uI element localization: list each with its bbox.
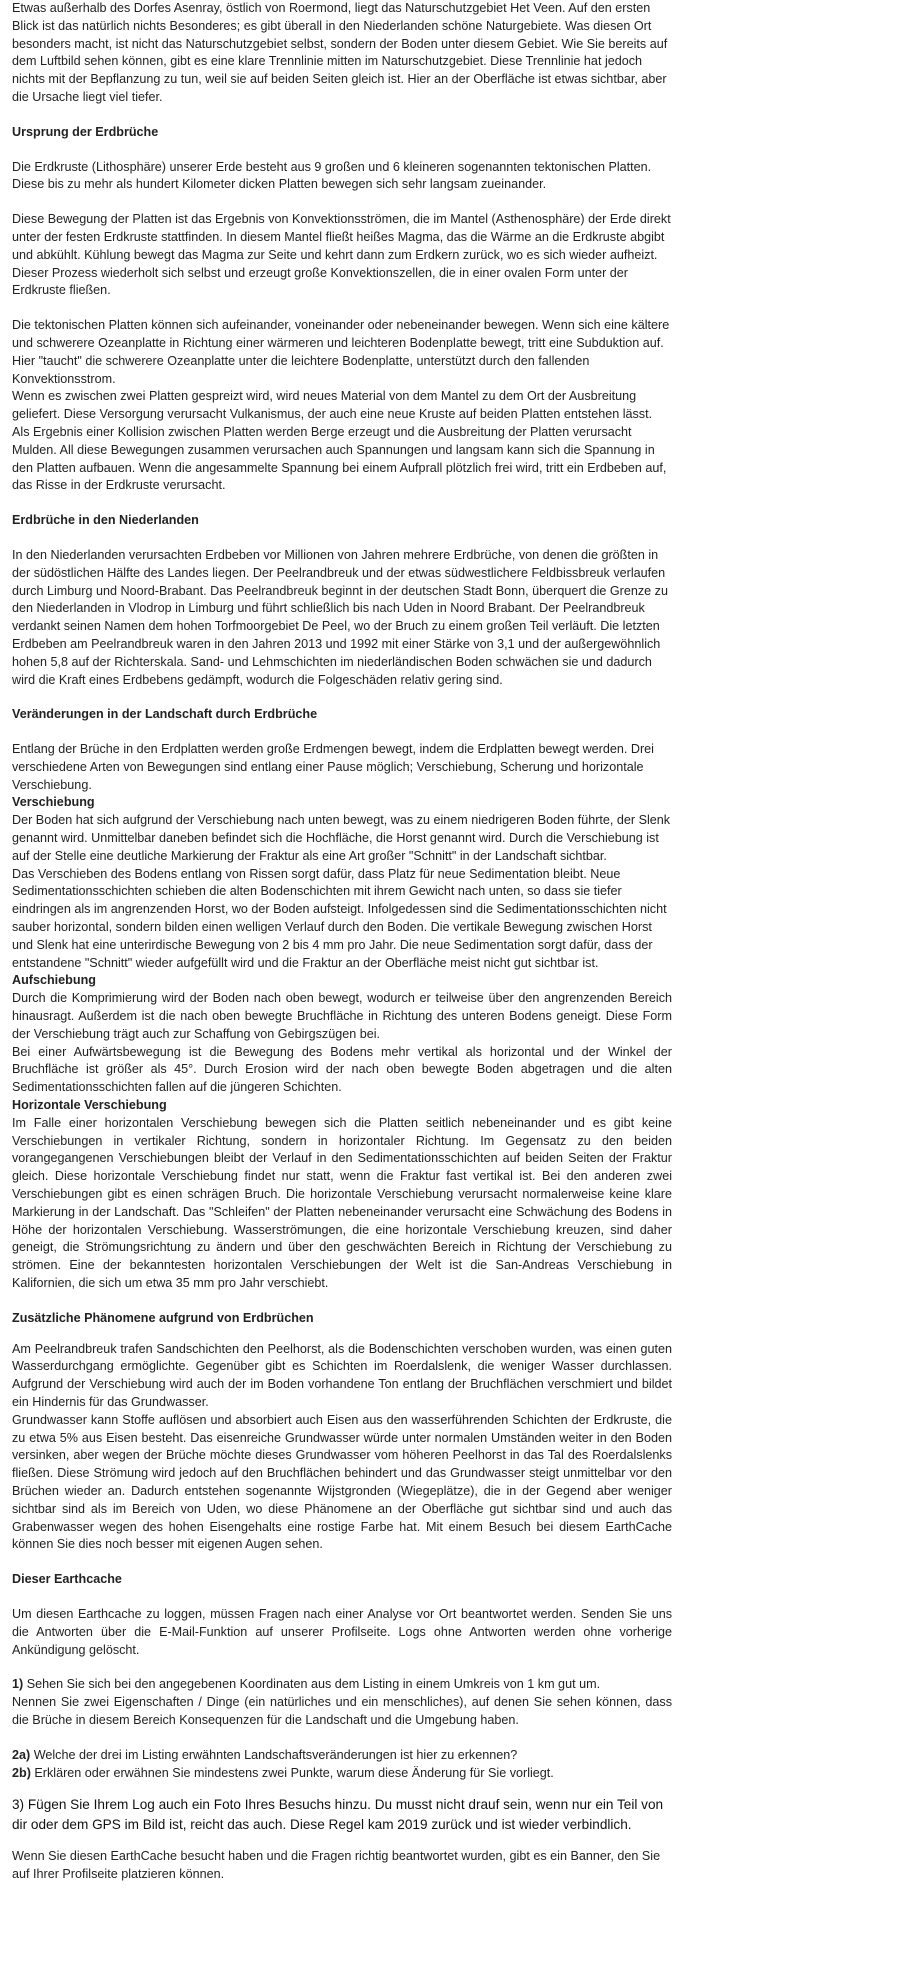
paragraph: Am Peelrandbreuk trafen Sandschichten den Peelhorst, als die Bodenschichten verschoben wurden, was einen guten Wasserdurchgang ermöglichte. Gegenüber gibt es Schichten im Roerdalslenk, die weniger Wasser durchlassen. Aufgrund der Verschiebung wird auch der im Boden vorhandene Ton entlang der Bruchflächen verschmiert und bildet ein Hindernis für das Grundwasser. — [12, 1341, 672, 1409]
question-3: 3) Fügen Sie Ihrem Log auch ein Foto Ihres Besuchs hinzu. Du musst nicht drauf sein, wenn nur ein Teil von dir oder dem GPS im Bild ist, reicht das auch. Diese Regel kam 2019 zurück und ist wieder verbindlich. — [12, 1797, 664, 1833]
subheading-verschiebung: Verschiebung — [12, 795, 95, 810]
paragraph: Durch die Komprimierung wird der Boden nach oben bewegt, wodurch er teilweise über den angrenzenden Bereich hinausragt. Außerdem ist die nach oben bewegte Bruchfläche in Richtung des unteren Bodens geneigt. Diese Form der Verschiebung trägt auch zur Schaffung von Gebirgszügen bei. — [12, 991, 672, 1041]
paragraph: Der Boden hat sich aufgrund der Verschiebung nach unten bewegt, was zu einem niedrigeren Boden führte, der Slenk genannt wird. Unmittelbar daneben befindet sich die Hochfläche, die Horst genannt wird. Durch die Verschiebung ist auf der Stelle eine deutliche Markierung der Fraktur als eine Art großer "Schnitt" in der Landschaft sichtbar. — [12, 813, 671, 863]
question-text: Erklären oder erwähnen Sie mindestens zwei Punkte, warum diese Änderung für Sie vorliegt. — [30, 1765, 554, 1780]
paragraph: Im Falle einer horizontalen Verschiebung bewegen sich die Platten seitlich nebeneinander und es gibt keine Verschiebungen in vertikaler Richtung, sondern in horizontaler Richtung. Im Gegensatz zu den beiden vorangegangenen Verschiebungen bleibt der Verlauf in den Sedimentationsschichten auf beiden Seiten der Fraktur gleich. Diese horizontale Verschiebung findet nur statt, wenn die Fraktur fast vertikal ist. Bei den anderen zwei Verschiebungen gibt es einen schrägen Bruch. Die horizontale Verschiebung verursacht normalerweise keine klare Markierung in der Landschaft. Das "Schleifen" der Platten nebeneinander verursacht eine Schwächung des Bodens in Höhe der horizontalen Verschiebung. Wasserströmungen, die eine horizontale Verschiebung kreuzen, sind daher geneigt, die Strömungsrichtung zu ändern und über den geschwächten Bereich in Richtung der Verschiebung zu strömen. Eine der bekanntesten horizontalen Verschiebungen der Welt ist die San-Andreas Verschiebung in Kalifornien, die sich um etwa 35 mm pro Jahr verschiebt. — [12, 1115, 672, 1290]
question-2a — [12, 1747, 672, 1765]
paragraph: Das Verschieben des Bodens entlang von Rissen sorgt dafür, dass Platz für neue Sedimentation bleibt. Neue Sedimentationsschichten schieben die alten Bodenschichten mit ihrem Gewicht nach unten, so dass sie tiefer eindringen als im angrenzenden Horst, wo der Boden aufsteigt. Infolgedessen sind die Sedimentationsschichten nicht sauber horizontal, sondern bilden einen welligen Verlauf durch den Boden. Die vertikale Bewegung zwischen Horst und Slenk hat eine unterirdische Bewegung von 2 bis 4 mm pro Jahr. Die neue Sedimentation sorgt dafür, dass der entstandene "Schnitt" wieder aufgefüllt wird und die Fraktur an der Oberfläche meist nicht gut sichtbar ist. — [12, 866, 667, 970]
paragraph: Als Ergebnis einer Kollision zwischen Platten werden Berge erzeugt und die Ausbreitung der Platten verursacht Mulden. All diese Bewegungen zusammen verursachen auch Spannungen und langsam kann sich die Spannung in den Platten aufbauen. Wenn die angesammelte Spannung bei einem Aufprall plötzlich frei wird, tritt ein Erdbeben auf, das Risse in der Erdkruste verursacht. — [12, 424, 667, 493]
paragraph: Entlang der Brüche in den Erdplatten werden große Erdmengen bewegt, indem die Erdplatten bewegt werden. Drei verschiedene Arten von Bewegungen sind entlang einer Pause möglich; Verschiebung, Scherung und horizontale Verschiebung. — [12, 742, 654, 792]
subheading-aufschiebung: Aufschiebung — [12, 973, 96, 988]
paragraph: Um diesen Earthcache zu loggen, müssen Fragen nach einer Analyse vor Ort beantwortet werden. Senden Sie uns die Antworten über die E-Mail-Funktion auf unserer Profilseite. Logs ohne Antworten werden ohne vorherige Ankündigung gelöscht. — [12, 1606, 672, 1657]
section-title-veraenderungen: Veränderungen in der Landschaft durch Erdbrüche — [12, 707, 318, 722]
question-number: 1) — [12, 1677, 24, 1692]
section-title-niederlande: Erdbrüche in den Niederlanden — [12, 513, 199, 528]
section-title-ursprung: Ursprung der Erdbrüche — [12, 124, 159, 139]
section-title-phaenomene: Zusätzliche Phänomene aufgrund von Erdbrüchen — [12, 1310, 314, 1325]
section-title-earthcache: Dieser Earthcache — [12, 1572, 122, 1587]
question-1-detail: Nennen Sie zwei Eigenschaften / Dinge (ein natürliches und ein menschliches), auf denen Sie sehen können, dass die Brüche in diesem Bereich Konsequenzen für die Landschaft und die Umgebung haben. — [12, 1695, 672, 1727]
question-text: Sehen Sie sich bei den angegebenen Koordinaten aus dem Listing in einem Umkreis von 1 km gut um. — [23, 1677, 601, 1692]
paragraph: Die tektonischen Platten können sich aufeinander, voneinander oder nebeneinander bewegen. Wenn sich eine kältere und schwerere Ozeanplatte in Richtung einer wärmeren und leichteren Bodenplatte bewegt, tritt eine Subduktion auf. Hier "taucht" die schwerere Ozeanplatte unter die leichtere Bodenplatte, unterstützt durch den fallenden Konvektionsstrom. — [12, 318, 670, 386]
paragraph: Grundwasser kann Stoffe auflösen und absorbiert auch Eisen aus den wasserführenden Schichten der Erdkruste, die zu etwa 5% aus Eisen besteht. Das eisenreiche Grundwasser würde unter normalen Umständen weiter in den Boden versinken, aber wegen der Brüche möchte dieses Grundwasser vom höheren Peelhorst in das Tal des Roerdalslenks fließen. Diese Strömung wird jedoch auf den Bruchflächen behindert und das Grundwasser steigt unmittelbar vor den Brüchen wieder an. Dadurch entstehen sogenannte Wijstgronden (Wiegeplätze), die in der Gegend aber weniger sichtbar sind als im Bereich von Uden, wo diese Phänomene an der Oberfläche gut sichtbar sind und auch das Grabenwasser wegen des hohen Eisengehalts eine rostige Farbe hat. Mit einem Besuch bei diesem EarthCache können Sie dies noch besser mit eigenen Augen sehen. — [12, 1412, 672, 1552]
closing-paragraph: Wenn Sie diesen EarthCache besucht haben und die Fragen richtig beantwortet wurden, gibt es ein Banner, den Sie auf Ihrer Profilseite platzieren können. — [12, 1849, 661, 1882]
paragraph: Wenn es zwischen zwei Platten gespreizt wird, wird neues Material von dem Mantel zu dem Ort der Ausbreitung geliefert. Diese Versorgung verursacht Vulkanismus, der auch eine neue Kruste auf beiden Platten entstehen lässt. — [12, 389, 653, 422]
paragraph: In den Niederlanden verursachten Erdbeben vor Millionen von Jahren mehrere Erdbrüche, von denen die größten in der südöstlichen Hälfte des Landes liegen. Der Peelrandbreuk und der etwas südwestlichere Feldbissbreuk verlaufen durch Limburg und Noord-Brabant. Das Peelrandbreuk beginnt in der deutschen Stadt Bonn, überquert die Grenze zu den Niederlanden in Vlodrop in Limburg und führt schließlich bis nach Uden in Noord Brabant. Der Peelrandbreuk verdankt seinen Namen dem hohen Torfmoorgebiet De Peel, wo der Bruch zu einem großen Teil verläuft. Die letzten Erdbeben am Peelrandbreuk waren in den Jahren 2013 und 1992 mit einer Stärke von 3,1 und der außergewöhnlich hohen 5,8 auf der Richterskala. Sand- und Lehmschichten im niederländischen Boden schwächen sie und dadurch wird die Kraft eines Erdbebens gedämpft, wodurch die Folgeschäden relativ gering sind. — [12, 547, 668, 687]
intro-paragraph: Etwas außerhalb des Dorfes Asenray, östlich von Roermond, liegt das Naturschutzgebiet Het Veen. Auf den ersten Blick ist das natürlich nichts Besonderes; es gibt überall in den Niederlanden schöne Naturgebiete. Was diesen Ort besonders macht, ist nicht das Naturschutzgebiet selbst, sondern der Boden unter diesem Gebiet. Wie Sie bereits auf dem Luftbild sehen können, gibt es eine klare Trennlinie mitten im Naturschutzgebiet. Diese Trennlinie hat jedoch nichts mit der Bepflanzung zu tun, weil sie auf beiden Seiten gleich ist. Hier an der Oberfläche ist etwas sichtbar, aber die Ursache liegt viel tiefer. — [12, 1, 668, 104]
question-text: Welche der drei im Listing erwähnten Landschaftsveränderungen ist hier zu erkennen? — [30, 1747, 518, 1762]
paragraph: Diese Bewegung der Platten ist das Ergebnis von Konvektionsströmen, die im Mantel (Asthenosphäre) der Erde direkt unter der festen Erdkruste stattfinden. In diesem Mantel fließt heißes Magma, das die Wärme an die Erdkruste abgibt und abkühlt. Kühlung bewegt das Magma zur Seite und kehrt dann zum Erdkern zurück, wo es sich wieder aufheizt. Dieser Prozess wiederholt sich selbst und erzeugt große Konvektionszellen, die in einer ovalen Form unter der Erdkruste fließen. — [12, 212, 671, 298]
question-2b — [12, 1765, 672, 1783]
question-number: 2b) — [12, 1765, 31, 1780]
paragraph: Die Erdkruste (Lithosphäre) unserer Erde besteht aus 9 großen und 6 kleineren sogenannten tektonischen Platten. Diese bis zu mehr als hundert Kilometer dicken Platten bewegen sich sehr langsam zueinander. — [12, 159, 652, 192]
question-number: 2a) — [12, 1747, 31, 1762]
paragraph: Bei einer Aufwärtsbewegung ist die Bewegung des Bodens mehr vertikal als horizontal und der Winkel der Bruchfläche ist größer als 45°. Durch Erosion wird der nach oben bewegte Boden abgetragen und die alten Sedimentationsschichten fallen auf die jüngeren Schichten. — [12, 1044, 672, 1095]
question-1 — [12, 1676, 672, 1694]
subheading-horizontale-verschiebung: Horizontale Verschiebung — [12, 1098, 167, 1113]
